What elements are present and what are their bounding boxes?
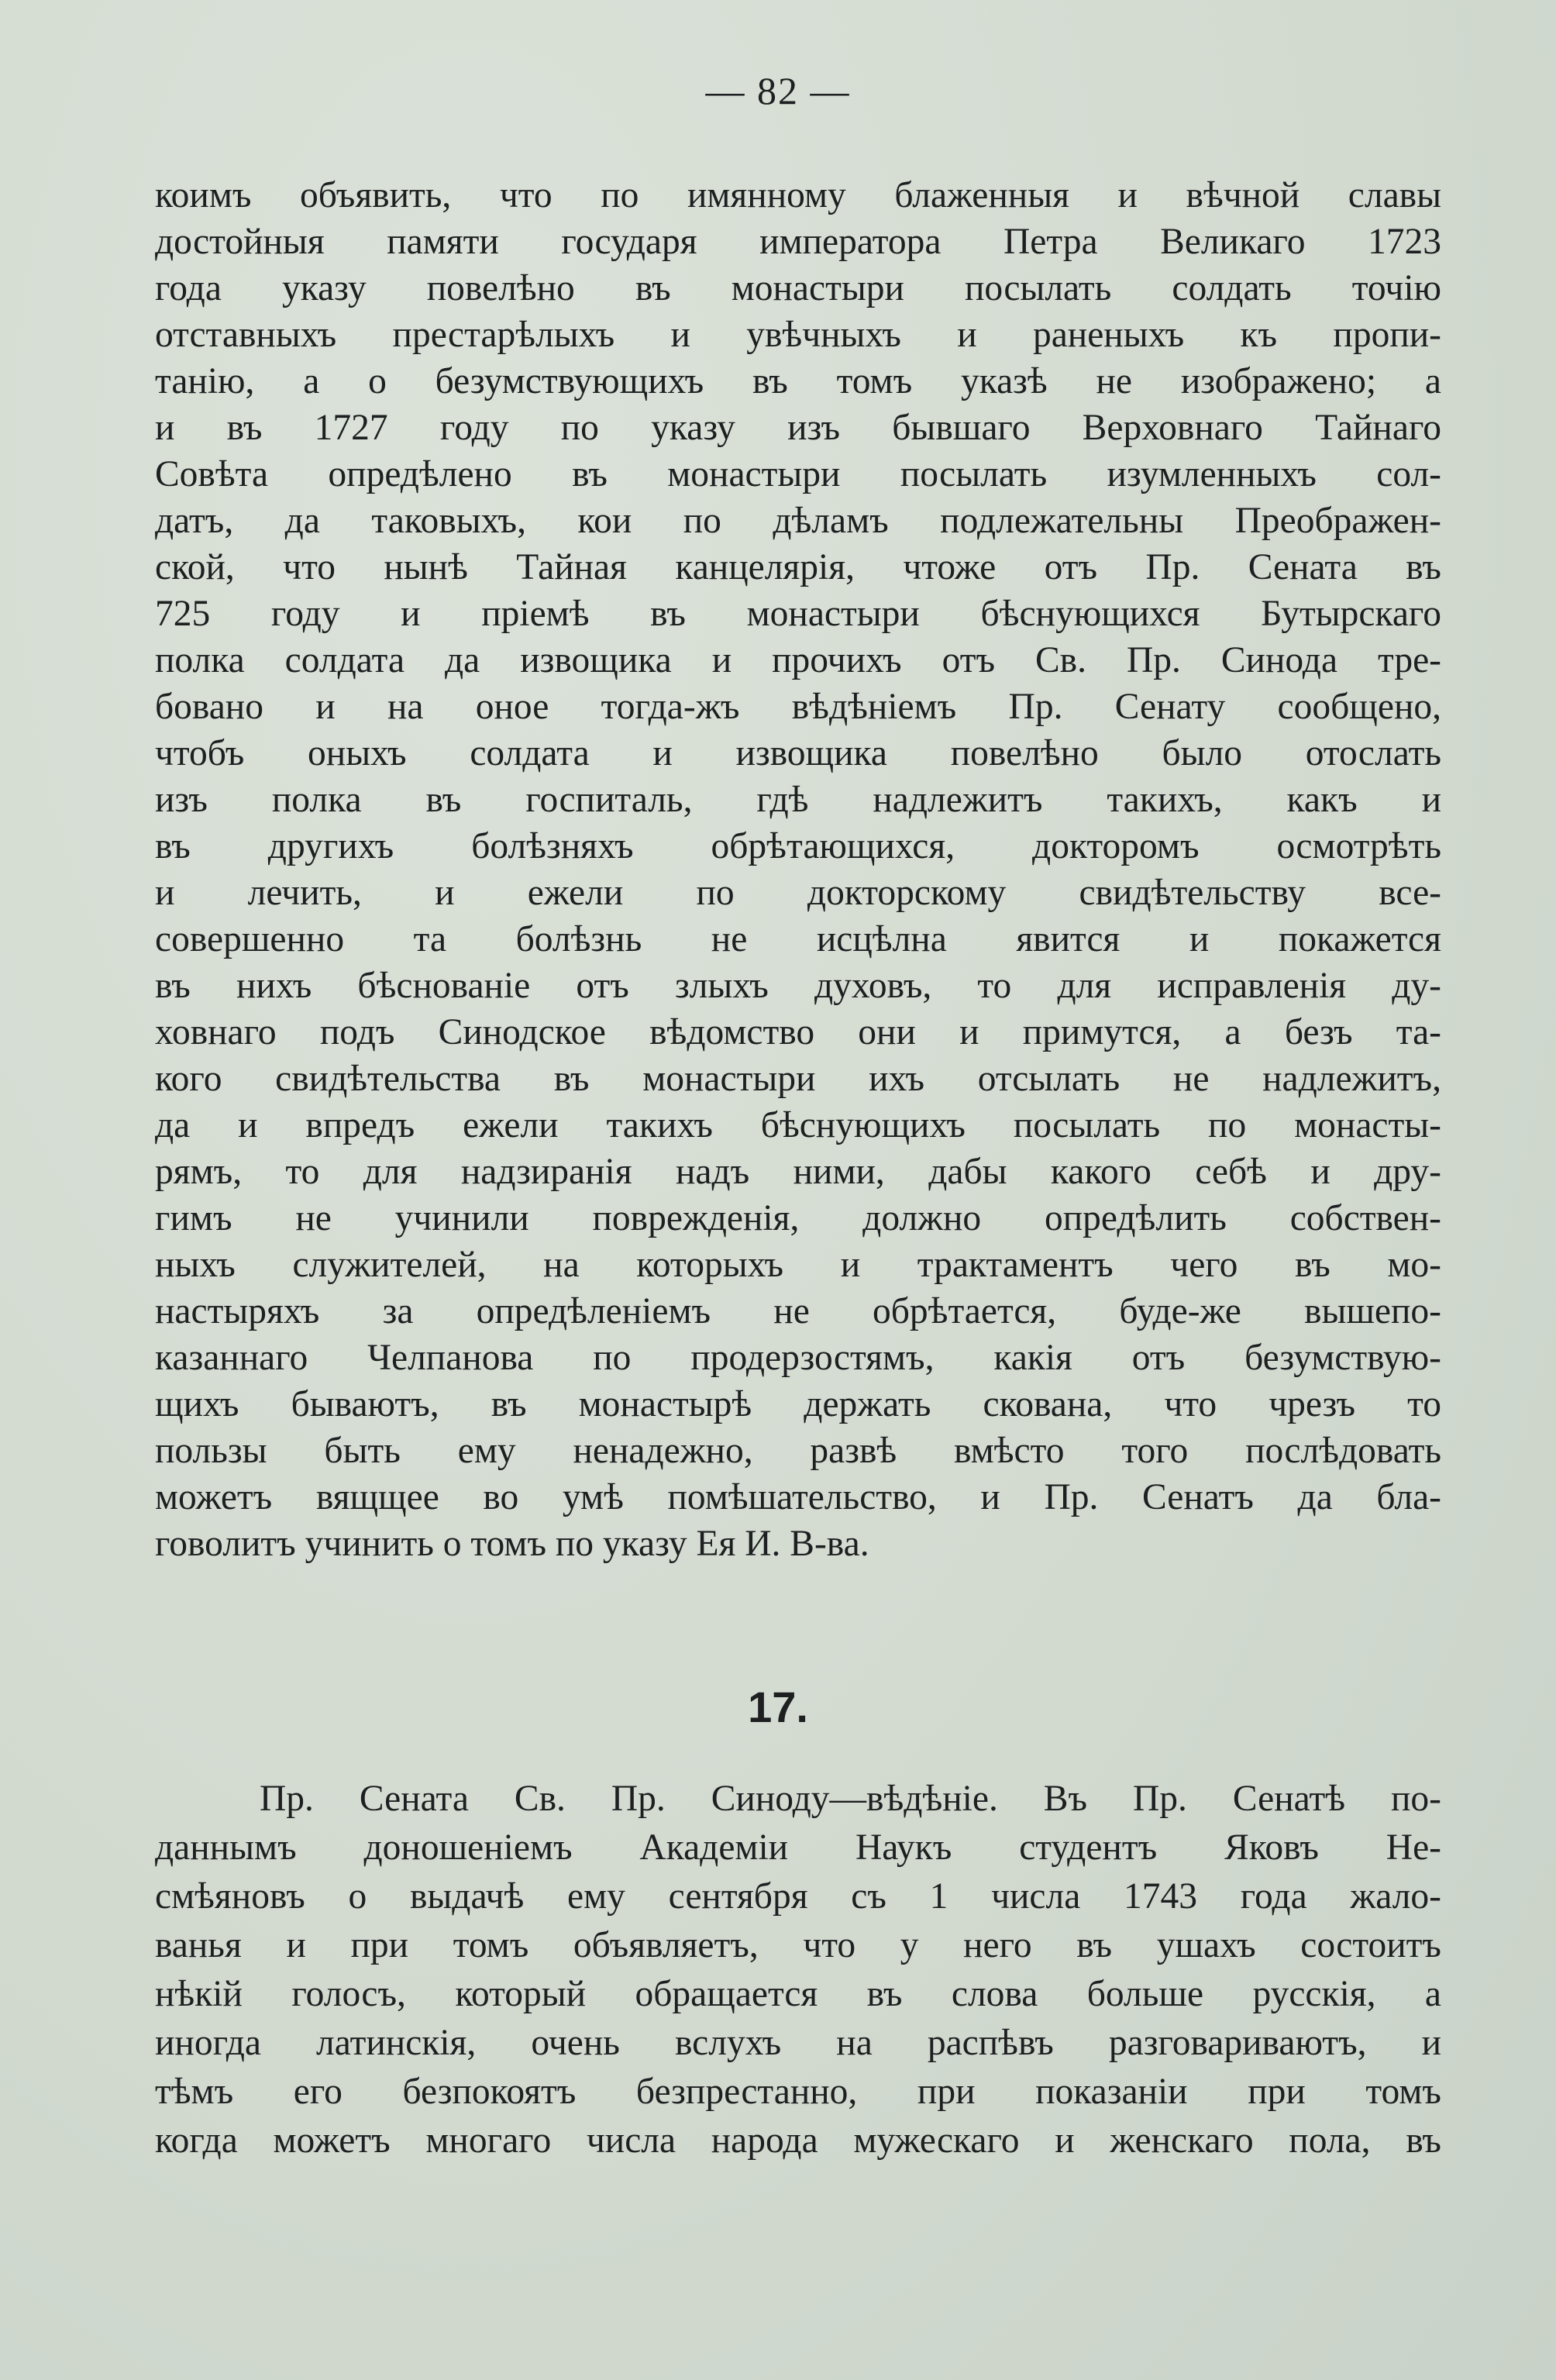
text-line: ской, что нынѣ Тайная канцелярія, чтоже отъ Пр. Сената въ (155, 547, 1441, 587)
text-line: ныхъ служителей, на которыхъ и трактаментъ чего въ мо- (155, 1245, 1441, 1285)
text-line: изъ полка въ госпиталь, гдѣ надлежитъ такихъ, какъ и (155, 780, 1441, 820)
text-line: года указу повелѣно въ монастыри посылать солдать точію (155, 268, 1441, 308)
text-line: датъ, да таковыхъ, кои по дѣламъ подлежательны Преображен- (155, 501, 1441, 541)
text-line: пользы быть ему ненадежно, развѣ вмѣсто того послѣдовать (155, 1431, 1441, 1471)
text-line: и лечить, и ежели по докторскому свидѣтельству все- (155, 873, 1441, 913)
text-line: смѣяновъ о выдачѣ ему сентября съ 1 числа 1743 года жало- (155, 1876, 1441, 1917)
text-line: говолитъ учинить о томъ по указу Ея И. В-ва. (155, 1524, 869, 1564)
text-line: бовано и на оное тогда-жъ вѣдѣніемъ Пр. Сенату сообщено, (155, 687, 1441, 727)
text-line: кого свидѣтельства въ монастыри ихъ отсылать не надлежитъ, (155, 1059, 1441, 1099)
text-line: отставныхъ престарѣлыхъ и увѣчныхъ и раненыхъ къ пропи- (155, 315, 1441, 355)
text-line: въ другихъ болѣзняхъ обрѣтающихся, докторомъ осмотрѣть (155, 826, 1441, 866)
text-line: чтобъ оныхъ солдата и извощика повелѣно было отослать (155, 733, 1441, 773)
text-line: въ нихъ бѣснованіе отъ злыхъ духовъ, то для исправленія ду- (155, 966, 1441, 1006)
text-line: щихъ бываютъ, въ монастырѣ держать скована, что чрезъ то (155, 1384, 1441, 1424)
text-line: казаннаго Челпанова по продерзостямъ, какія отъ безумствую- (155, 1338, 1441, 1378)
text-line: да и впредъ ежели такихъ бѣснующихъ посылать по монасты- (155, 1105, 1441, 1145)
text-line: 725 году и пріемѣ въ монастыри бѣснующихся Бутырскаго (155, 594, 1441, 634)
text-line: когда можетъ многаго числа народа мужескаго и женскаго пола, въ (155, 2120, 1441, 2161)
text-line: гимъ не учинили поврежденія, должно опредѣлить собствен- (155, 1198, 1441, 1238)
text-block-2 (155, 1775, 1441, 2165)
text-line: иногда латинскія, очень вслухъ на распѣвъ разговариваютъ, и (155, 2023, 1441, 2063)
text-line: коимъ объявить, что по имянному блаженныя и вѣчной славы (155, 175, 1441, 215)
text-line: ванья и при томъ объявляетъ, что у него въ ушахъ состоитъ (155, 1925, 1441, 1965)
text-block-1 (155, 172, 1441, 1567)
text-line: полка солдата да извощика и прочихъ отъ Св. Пр. Синода тре- (155, 640, 1441, 680)
text-line: Пр. Сената Св. Пр. Синоду—вѣдѣніе. Въ Пр. Сенатѣ по- (260, 1779, 1441, 1819)
text-line: нѣкій голосъ, который обращается въ слова больше русскія, а (155, 1974, 1441, 2014)
text-line: достойныя памяти государя императора Петра Великаго 1723 (155, 222, 1441, 262)
text-line: рямъ, то для надзиранія надъ ними, дабы какого себѣ и дру- (155, 1152, 1441, 1192)
text-line: Совѣта опредѣлено въ монастыри посылать изумленныхъ сол- (155, 454, 1441, 494)
document-number: 17. (748, 1683, 808, 1731)
text-line: совершенно та болѣзнь не исцѣлна явится и покажется (155, 919, 1441, 959)
text-line: можетъ вящщее во умѣ помѣшательство, и Пр. Сенатъ да бла- (155, 1477, 1441, 1517)
text-line: настыряхъ за опредѣленіемъ не обрѣтается, буде-же вышепо- (155, 1291, 1441, 1331)
text-line: и въ 1727 году по указу изъ бывшаго Верховнаго Тайнаго (155, 408, 1441, 448)
text-line: танію, а о безумствующихъ въ томъ указѣ не изображено; а (155, 361, 1441, 401)
page-number: — 82 — (705, 69, 851, 112)
text-line: даннымъ доношеніемъ Академіи Наукъ студентъ Яковъ Не- (155, 1827, 1441, 1868)
text-line: ховнаго подъ Синодское вѣдомство они и примутся, а безъ та- (155, 1012, 1441, 1052)
text-line: тѣмъ его безпокоятъ безпрестанно, при показаніи при томъ (155, 2072, 1441, 2112)
